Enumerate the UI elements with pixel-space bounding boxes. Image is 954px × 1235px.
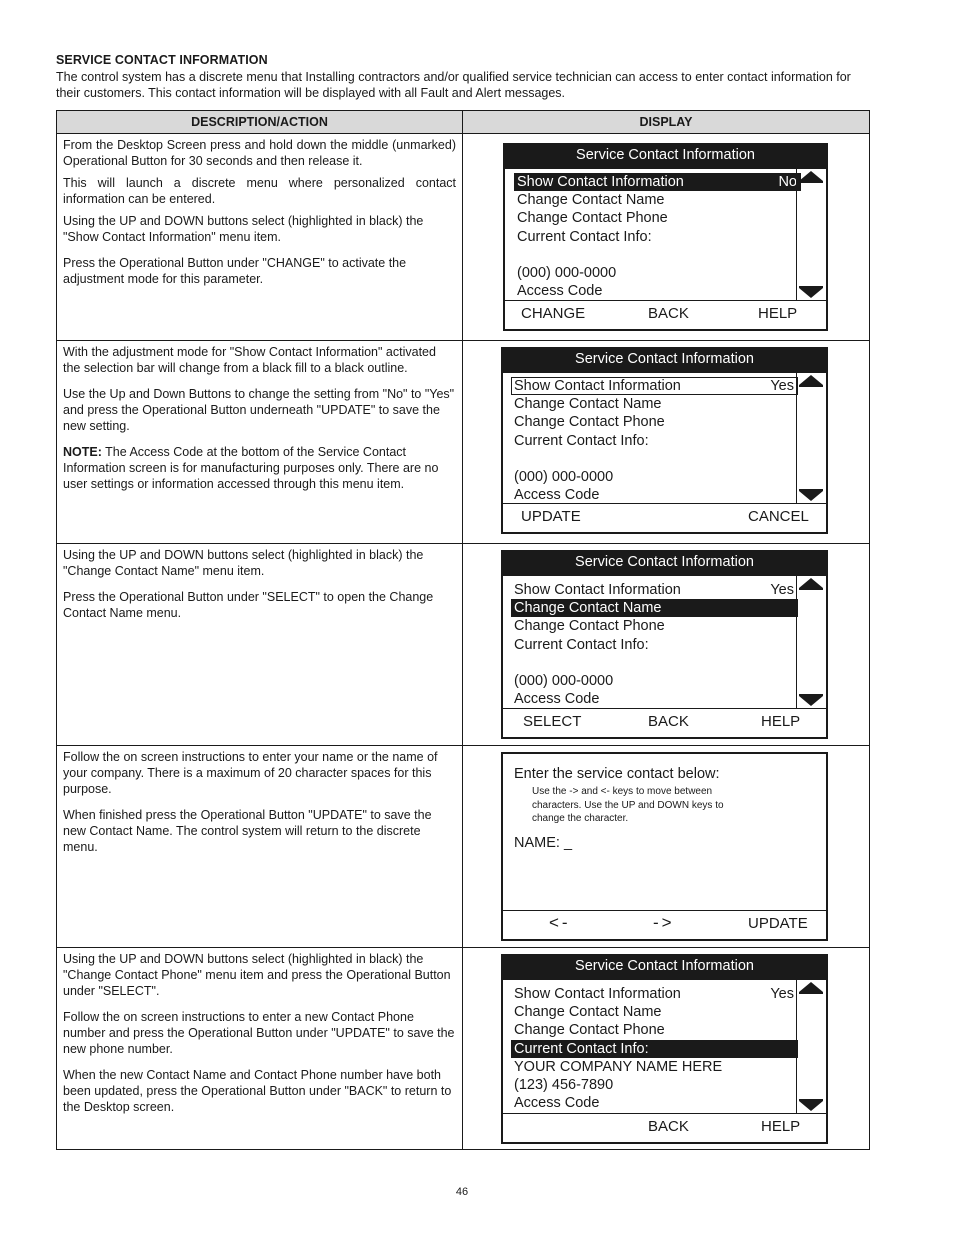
- instruction-text: Using the UP and DOWN buttons select (highlighted in black) the "Show Contact Information" menu item.: [63, 214, 424, 244]
- help-button[interactable]: HELP: [758, 305, 798, 322]
- menu-list: [514, 173, 801, 300]
- screen-title: Service Contact Information: [505, 145, 826, 169]
- menu-item-change-phone[interactable]: Change Contact Phone: [514, 1022, 665, 1039]
- arrow-down-icon[interactable]: [799, 288, 823, 298]
- lcd-screen: [501, 752, 828, 941]
- menu-list: [511, 377, 798, 504]
- scrollbar[interactable]: [796, 576, 826, 708]
- entry-prompt: Enter the service contact below:: [514, 766, 720, 782]
- display-cell: [463, 948, 870, 1150]
- setting-value: No: [778, 174, 797, 190]
- lcd-screen: [501, 550, 828, 739]
- cursor-left-button[interactable]: <-: [549, 913, 571, 932]
- arrow-up-icon[interactable]: [799, 578, 823, 588]
- screen-body: [503, 373, 826, 504]
- description-cell: [57, 134, 463, 341]
- header-description: DESCRIPTION/ACTION: [57, 111, 463, 134]
- description-cell: [57, 544, 463, 746]
- instruction-text: Using the UP and DOWN buttons select (highlighted in black) the "Change Contact Phone" menu item and press the Operational Button under "SELECT".: [63, 952, 451, 998]
- menu-item-change-name[interactable]: Change Contact Name: [514, 396, 662, 413]
- screen-body: [503, 754, 826, 911]
- table-row: [57, 544, 870, 746]
- cancel-button[interactable]: CANCEL: [748, 508, 809, 525]
- note-text: NOTE: The Access Code at the bottom of the Service Contact Information screen is for manufacturing purposes only. There are no user settings or information accessed through this menu item.: [63, 445, 439, 491]
- menu-list: [511, 985, 798, 1112]
- cursor-right-button[interactable]: ->: [653, 913, 675, 932]
- instruction-text: From the Desktop Screen press and hold down the middle (unmarked) Operational Button for 30 seconds and then release it.: [63, 138, 456, 168]
- instruction-text: Use the Up and Down Buttons to change the setting from "No" to "Yes" and press the Operational Button underneath "UPDATE" to save the new setting.: [63, 387, 455, 433]
- table-row: [57, 134, 870, 341]
- scrollbar[interactable]: [796, 373, 826, 503]
- display-cell: [463, 341, 870, 544]
- menu-item-current-info: Current Contact Info:: [517, 228, 652, 245]
- arrow-down-icon[interactable]: [799, 491, 823, 501]
- softkey-bar: [505, 301, 826, 329]
- menu-item-access-code: Access Code: [514, 487, 600, 504]
- instruction-text: This will launch a discrete menu where personalized contact information can be entered.: [63, 176, 456, 206]
- instruction-text: Follow the on screen instructions to enter a new Contact Phone number and press the Operational Button under "UPDATE" to save the new phone number.: [63, 1010, 455, 1056]
- menu-item-change-name[interactable]: Change Contact Name: [517, 192, 665, 209]
- menu-item-change-name[interactable]: Change Contact Name: [511, 599, 798, 617]
- arrow-up-icon[interactable]: [799, 171, 823, 181]
- setting-value: Yes: [770, 582, 794, 598]
- display-cell: [463, 134, 870, 341]
- lcd-screen: [501, 347, 828, 534]
- setting-value[interactable]: Yes: [770, 378, 794, 394]
- menu-item-change-phone[interactable]: Change Contact Phone: [514, 414, 665, 431]
- screen-body: [505, 169, 826, 301]
- description-cell: [57, 746, 463, 948]
- menu-spacer: [514, 246, 801, 264]
- instruction-text: When the new Contact Name and Contact Phone number have both been updated, press the Operational Button under "BACK" to return to the Desktop screen.: [63, 1068, 452, 1114]
- menu-item-access-code: Access Code: [514, 1095, 600, 1112]
- arrow-down-icon[interactable]: [799, 1101, 823, 1111]
- instruction-text: Using the UP and DOWN buttons select (highlighted in black) the "Change Contact Name" menu item.: [63, 548, 424, 578]
- table-header-row: [57, 111, 870, 134]
- display-cell: [463, 544, 870, 746]
- menu-item-current-info: Current Contact Info:: [514, 636, 649, 653]
- table-row: [57, 746, 870, 948]
- back-button[interactable]: BACK: [648, 305, 689, 322]
- name-entry-field[interactable]: NAME: _: [514, 835, 573, 851]
- menu-spacer: [511, 450, 798, 468]
- lcd-screen: [503, 143, 828, 331]
- softkey-bar: [503, 709, 826, 737]
- section-title: SERVICE CONTACT INFORMATION: [56, 53, 268, 67]
- menu-item-change-phone[interactable]: Change Contact Phone: [517, 210, 668, 227]
- softkey-bar: [503, 911, 826, 939]
- instruction-text: With the adjustment mode for "Show Contact Information" activated the selection bar will change from a black fill to a black outline.: [63, 345, 436, 375]
- instruction-text: Press the Operational Button under "CHANGE" to activate the adjustment mode for this parameter.: [63, 256, 407, 286]
- description-cell: [57, 948, 463, 1150]
- instruction-table: [56, 110, 870, 1150]
- menu-item-access-code: Access Code: [514, 691, 600, 708]
- scrollbar[interactable]: [796, 169, 826, 300]
- menu-item-current-info: Current Contact Info:: [514, 432, 649, 449]
- menu-item-show-contact[interactable]: Show Contact Information Yes: [511, 377, 798, 395]
- instruction-text: Press the Operational Button under "SELECT" to open the Change Contact Name menu.: [63, 590, 434, 620]
- screen-title: Service Contact Information: [503, 956, 826, 980]
- menu-item-change-phone[interactable]: Change Contact Phone: [514, 618, 665, 635]
- menu-item-company-name: YOUR COMPANY NAME HERE: [514, 1058, 723, 1075]
- menu-spacer: [511, 654, 798, 672]
- menu-item-change-name[interactable]: Change Contact Name: [514, 1004, 662, 1021]
- menu-item-phone-number: (000) 000-0000: [517, 264, 617, 281]
- hint-line: characters. Use the UP and DOWN keys to: [532, 799, 724, 811]
- display-cell: [463, 746, 870, 948]
- select-button[interactable]: SELECT: [523, 713, 582, 730]
- menu-item-access-code: Access Code: [517, 283, 603, 300]
- update-button[interactable]: UPDATE: [748, 915, 808, 932]
- change-button[interactable]: CHANGE: [521, 305, 586, 322]
- screen-title: Service Contact Information: [503, 552, 826, 576]
- screen-body: [503, 576, 826, 709]
- menu-item-show-contact[interactable]: Show Contact Information No: [514, 173, 801, 191]
- instruction-text: Follow the on screen instructions to enter your name or the name of your company. There is a maximum of 20 character spaces for this purpose.: [63, 750, 438, 796]
- menu-item-phone-number: (000) 000-0000: [514, 672, 614, 689]
- lcd-screen: [501, 954, 828, 1144]
- instruction-text: When finished press the Operational Button "UPDATE" to save the new Contact Name. The control system will return to the discrete menu.: [63, 808, 432, 854]
- intro-paragraph: The control system has a discrete menu that Installing contractors and/or qualified service technician can access to enter contact information for their customers. This contact information will be displayed with all Fault and Alert messages.: [56, 70, 851, 100]
- page-number: 46: [455, 1186, 469, 1198]
- screen-body: [503, 980, 826, 1114]
- menu-item-phone-number: (000) 000-0000: [514, 468, 614, 485]
- header-display: DISPLAY: [463, 111, 870, 134]
- menu-item-show-contact[interactable]: Show Contact Information Yes: [514, 986, 794, 1002]
- screen-title: Service Contact Information: [503, 349, 826, 373]
- back-button[interactable]: BACK: [648, 713, 689, 730]
- entry-hint: [514, 785, 724, 826]
- arrow-down-icon[interactable]: [799, 696, 823, 706]
- scrollbar[interactable]: [796, 980, 826, 1113]
- arrow-up-icon[interactable]: [799, 375, 823, 385]
- table-row: [57, 341, 870, 544]
- softkey-bar: [503, 504, 826, 532]
- table-row: [57, 948, 870, 1150]
- setting-value: Yes: [770, 986, 794, 1002]
- softkey-bar: [503, 1114, 826, 1142]
- help-button[interactable]: HELP: [761, 713, 801, 730]
- menu-list: [511, 581, 798, 708]
- back-button[interactable]: BACK: [648, 1118, 689, 1135]
- menu-item-show-contact[interactable]: Show Contact Information Yes: [514, 582, 794, 598]
- menu-item-current-info[interactable]: Current Contact Info:: [511, 1040, 798, 1058]
- help-button[interactable]: HELP: [761, 1118, 801, 1135]
- menu-item-phone-number: (123) 456-7890: [514, 1076, 614, 1093]
- description-cell: [57, 341, 463, 544]
- arrow-up-icon[interactable]: [799, 982, 823, 992]
- hint-line: change the character.: [532, 813, 629, 824]
- update-button[interactable]: UPDATE: [521, 508, 581, 525]
- hint-line: Use the -> and <- keys to move between: [532, 786, 713, 797]
